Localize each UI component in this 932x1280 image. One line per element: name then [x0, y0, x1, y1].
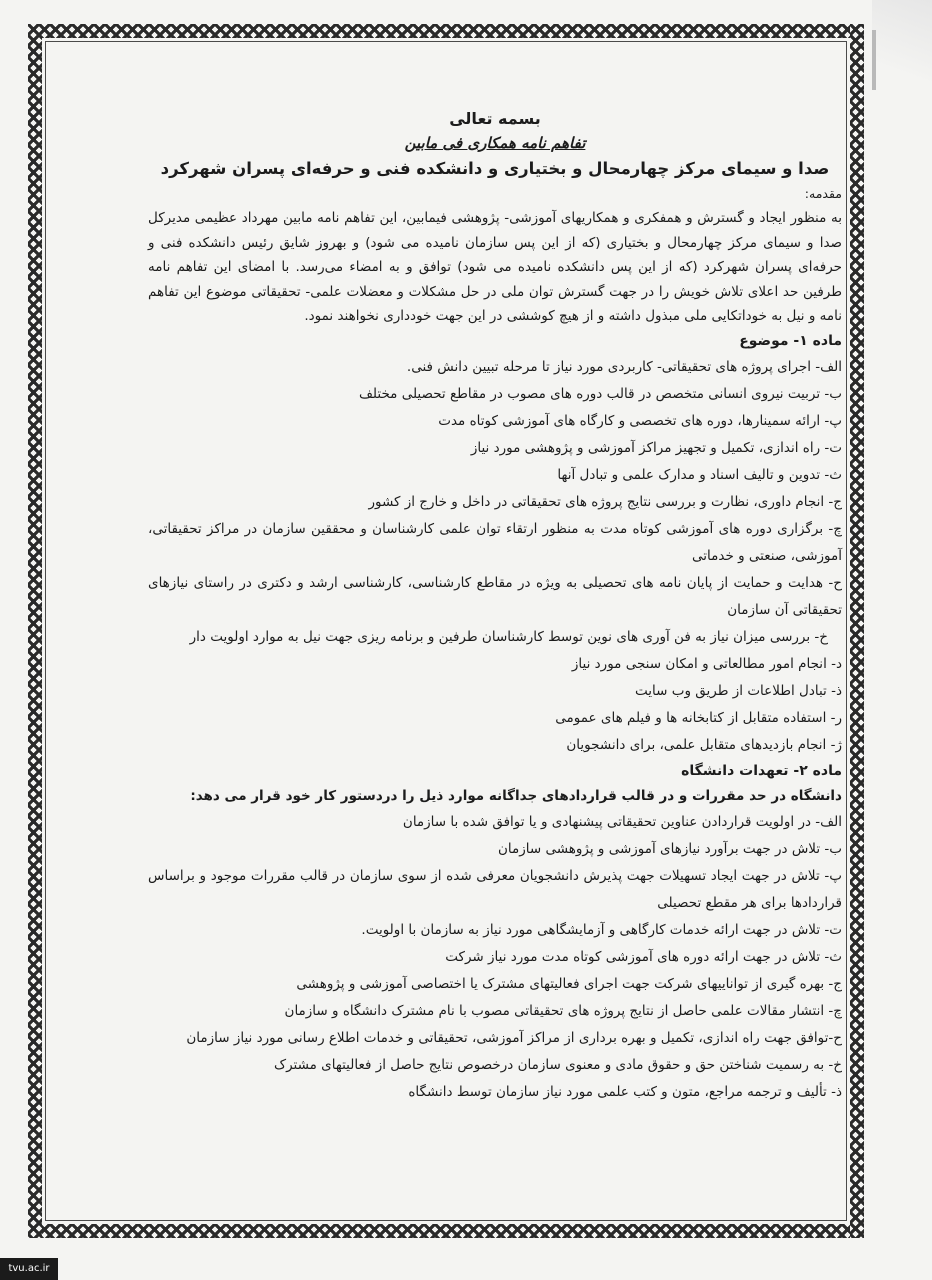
list-item: ث- تلاش در جهت ارائه دوره های آموزشی کوتاه مدت مورد نیاز شرکت — [445, 948, 842, 965]
section-2-lead: دانشگاه در حد مقررات و در قالب قراردادهای جداگانه موارد ذیل را دردستور کار خود قرار می دهد: — [190, 787, 842, 804]
intro-label: مقدمه: — [804, 186, 842, 201]
page-corner-shadow — [872, 0, 932, 100]
list-item: ج- انجام داوری، نظارت و بررسی نتایج پروژه های تحقیقاتی در داخل و خارج از کشور — [368, 493, 842, 510]
section-1-list — [148, 354, 842, 759]
list-item: ب- تربیت نیروی انسانی متخصص در قالب دوره های مصوب در مقاطع تحصیلی مختلف — [358, 385, 842, 402]
list-item: پ- ارائه سمینارها، دوره های تخصصی و کارگاه های آموزشی کوتاه مدت — [438, 412, 842, 429]
list-item: خ- بررسی میزان نیاز به فن آوری های نوین توسط کارشناسان طرفین و برنامه ریزی جهت نیل به موارد اولویت دار — [189, 628, 828, 645]
list-item: خ- به رسمیت شناختن حق و حقوق مادی و معنوی سازمان درخصوص نتایج حاصل از فعالیتهای مشترک — [274, 1056, 842, 1073]
frame-border-right — [850, 24, 864, 1238]
list-item: چ- برگزاری دوره های آموزشی کوتاه مدت به منظور ارتقاء توان علمی کارشناسان و محققین سازمان در مراکز تحقیقاتی، آموزشی، صنعتی و خدماتی — [148, 520, 842, 564]
document-header: بسمه تعالی — [449, 109, 541, 128]
list-item: ب- تلاش در جهت برآورد نیازهای آموزشی و پژوهشی سازمان — [497, 840, 842, 857]
list-item: ر- استفاده متقابل از کتابخانه ها و فیلم های عمومی — [555, 709, 842, 726]
list-item: چ- انتشار مقالات علمی حاصل از نتایج پروژه های تحقیقاتی مصوب با نام مشترک دانشگاه و سازمان — [284, 1002, 842, 1019]
scroll-indicator — [872, 30, 876, 90]
list-item: الف- در اولویت قراردادن عناوین تحقیقاتی پیشنهادی و یا توافق شده با سازمان — [402, 813, 842, 830]
list-item: الف- اجرای پروژه های تحقیقاتی- کاربردی مورد نیاز تا مرحله تبیین دانش فنی. — [406, 358, 842, 375]
list-item: ژ- انجام بازدیدهای متقابل علمی، برای دانشجویان — [566, 736, 842, 753]
section-1-heading: ماده ۱- موضوع — [739, 332, 842, 349]
list-item: پ- تلاش در جهت ایجاد تسهیلات جهت پذیرش دانشجویان معرفی شده از سوی سازمان در قالب مقررات موجود و براساس قراردادها برای هر مقطع تحصیلی — [148, 867, 842, 911]
list-item: ت- راه اندازی، تکمیل و تجهیز مراکز آموزشی و پژوهشی مورد نیاز — [470, 439, 842, 456]
section-2-heading: ماده ۲- تعهدات دانشگاه — [681, 762, 842, 779]
section-2-list — [148, 809, 842, 1106]
intro-paragraph: به منظور ایجاد و گسترش و همفکری و همکاریهای آموزشی- پژوهشی فیمابین، این تفاهم نامه مابین مهرداد عظیمی مدیرکل صدا و سیمای مرکز چهارمحال و بختیاری (که از این پس سازمان نامیده می شود) و بهروز شایق رئیس دانشکده فنی و حرفه‌ای پسران شهرکرد (که از این پس دانشکده نامیده می شود) توافق و به امضاء می‌رسد. با امضای این تفاهم نامه طرفین حد اعلای تلاش خویش را در جهت گسترش توان ملی در حل مشکلات و معضلات علمی- تحقیقاتی موضوع این تفاهم نامه و نیل به خوداتکایی ملی مبذول داشته و از هیچ کوششی در این جهت خودداری نخواهند نمود. — [148, 210, 842, 324]
list-item: ذ- تألیف و ترجمه مراجع، متون و کتب علمی مورد نیاز سازمان توسط دانشگاه — [408, 1083, 842, 1100]
list-item: ت- تلاش در جهت ارائه خدمات کارگاهی و آزمایشگاهی مورد نیاز به سازمان با اولویت. — [361, 921, 842, 938]
document-title: صدا و سیمای مرکز چهارمحال و بختیاری و دانشکده فنی و حرفه‌ای پسران شهرکرد — [160, 159, 830, 178]
list-item: ح- هدایت و حمایت از پایان نامه های تحصیلی به ویژه در مقاطع کارشناسی، کارشناسی ارشد و دکتری در راستای نیازهای تحقیقاتی آن سازمان — [148, 574, 842, 618]
frame-border-top — [28, 24, 864, 38]
list-item: ج- بهره گیری از تواناییهای شرکت جهت اجرای فعالیتهای مشترک یا اختصاصی آموزشی و پژوهشی — [296, 975, 842, 992]
list-item: د- انجام امور مطالعاتی و امکان سنجی مورد نیاز — [571, 655, 842, 672]
frame-border-bottom — [28, 1224, 864, 1238]
list-item: ح-توافق جهت راه اندازی، تکمیل و بهره برداری از مراکز آموزشی، تحقیقاتی و خدمات اطلاع رسانی مورد نیاز سازمان — [186, 1029, 842, 1046]
list-item: ذ- تبادل اطلاعات از طریق وب سایت — [635, 682, 842, 699]
frame-border-left — [28, 24, 42, 1238]
document-subtitle: تفاهم نامه همکاری فی مابین — [404, 134, 586, 152]
document-body — [148, 106, 842, 1106]
site-logo[interactable]: tvu.ac.ir — [0, 1258, 58, 1280]
list-item: ث- تدوین و تالیف اسناد و مدارک علمی و تبادل آنها — [557, 466, 842, 483]
